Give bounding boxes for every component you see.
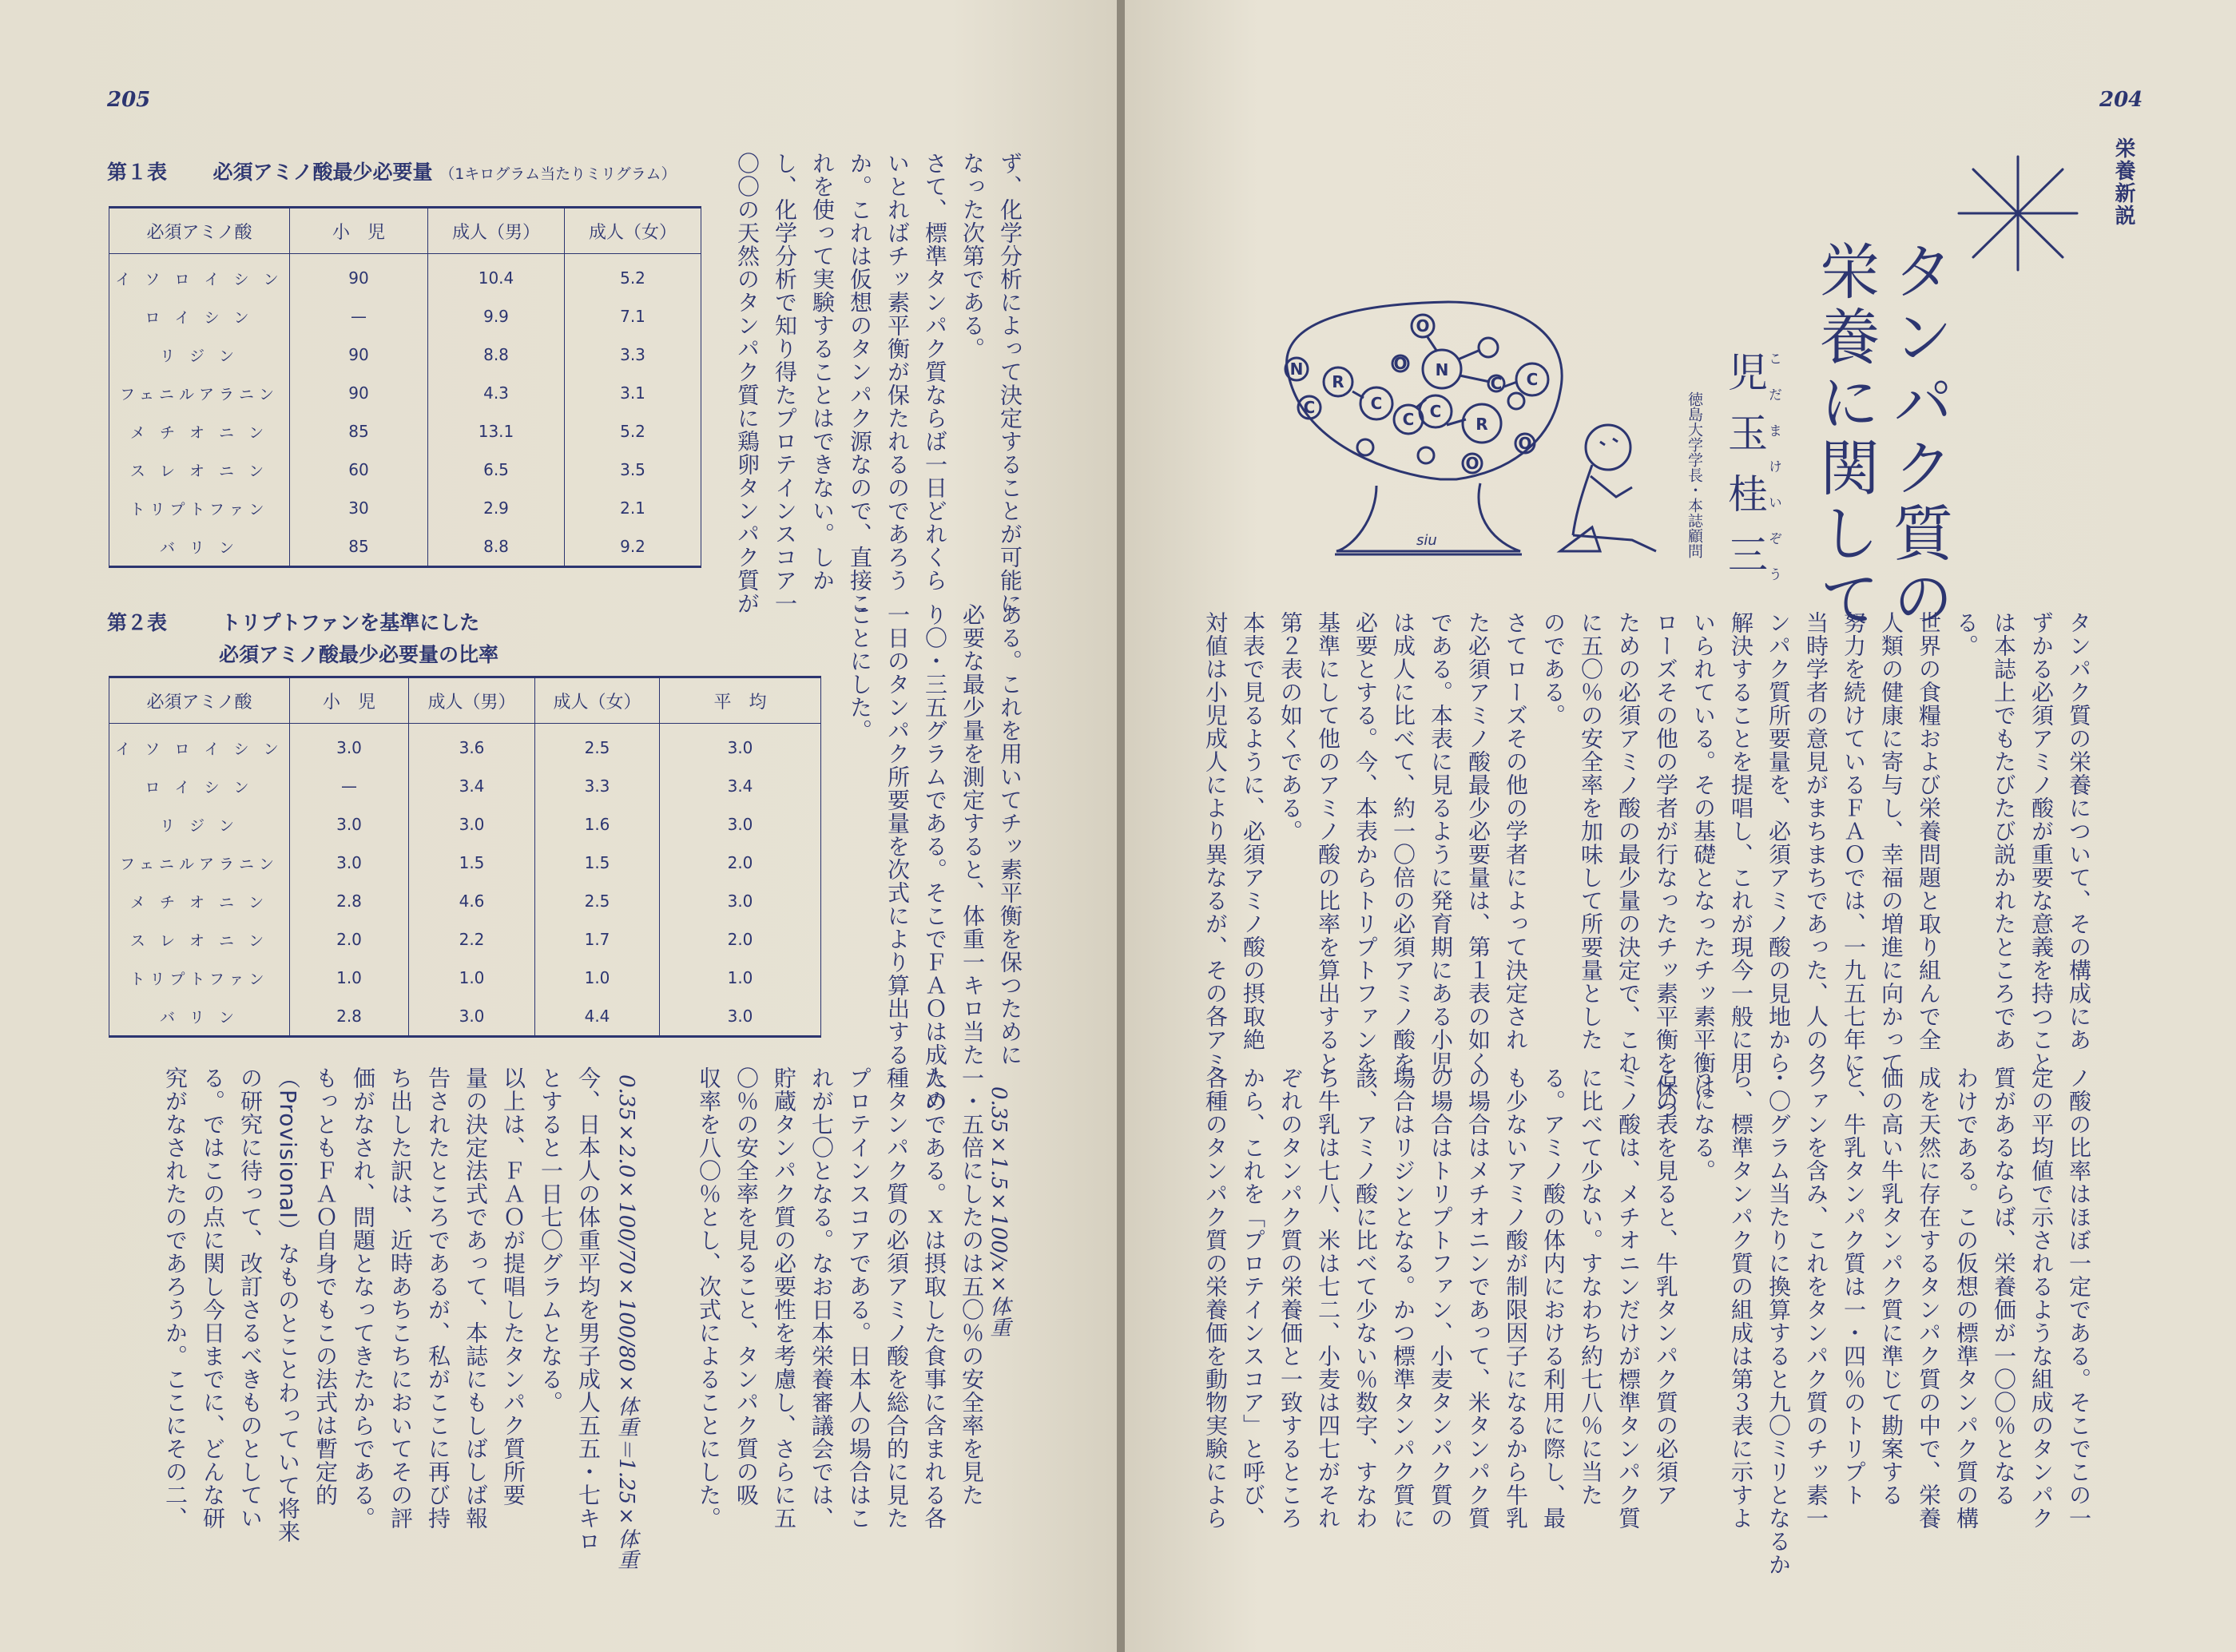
table2-value-cell: 1.7 [535, 920, 660, 959]
svg-text:R: R [1475, 415, 1488, 434]
text-line: である。本表に見るように発育期にある小児 [1428, 611, 1454, 1074]
svg-text:C: C [1490, 374, 1503, 393]
svg-text:C: C [1429, 402, 1442, 421]
author-name: 児玉桂三 [1722, 351, 1768, 594]
table1-value-cell: 6.5 [428, 451, 565, 489]
text-line: のである。 [1540, 611, 1567, 727]
text-line: 必要な最少量を測定すると、体重一キロ当た [959, 603, 986, 1066]
author-affiliation: 徳島大学学長・本誌顧問 [1686, 391, 1703, 558]
table1-amino-acid-cell: フェニルアラニン [119, 385, 280, 403]
text-line: と、牛乳タンパク質は一・四％のトリプト [1841, 1066, 1867, 1507]
table1-label: 第１表 [107, 161, 168, 184]
right-body-text-lower [1202, 1066, 2098, 1576]
table2-value-cell: 3.4 [660, 767, 821, 805]
table2-value-cell: 2.0 [290, 920, 409, 959]
table2-amino-acid-cell: フェニルアラニン [119, 855, 280, 873]
table1-value-cell: 3.5 [565, 451, 701, 489]
svg-text:C: C [1370, 394, 1383, 413]
text-line: さてローズその他の学者によって決定され [1503, 611, 1529, 1051]
left-body-text-lower-a [655, 1066, 991, 1530]
left-body-text-upper [709, 152, 1029, 615]
table1-amino-acid-cell: バ リ ン [159, 538, 240, 557]
table2-value-cell: 1.0 [535, 959, 660, 997]
table2-value-cell: 2.0 [660, 844, 821, 882]
text-line: ことにした。 [847, 603, 873, 742]
table2-value-cell: 2.2 [409, 920, 535, 959]
text-line: の場合はメチオニンであって、米タンパク質 [1465, 1066, 1491, 1530]
text-line: うになる。 [1690, 1066, 1717, 1182]
table2-value-cell: 3.4 [409, 767, 535, 805]
text-line: 一日のタンパク所要量を次式により算出する [884, 603, 911, 1066]
left-body-text-lower-b [120, 1066, 607, 1553]
svg-text:R: R [1332, 372, 1344, 391]
table2-col-header: 小 児 [290, 677, 409, 724]
table2-value-cell: 3.0 [660, 882, 821, 920]
table2-value-cell: — [290, 767, 409, 805]
text-line: 本表で見るように、必須アミノ酸の摂取絶 [1240, 611, 1266, 1051]
text-line: ち出した訳は、近時あちこちにおいてその評 [387, 1066, 414, 1530]
table2-amino-acid-cell: リ ジ ン [159, 816, 240, 835]
table2-value-cell: 1.0 [290, 959, 409, 997]
text-line: とすると一日七〇グラムとなる。 [538, 1066, 564, 1414]
table2-value-cell: 3.0 [290, 724, 409, 768]
table2-row [109, 959, 821, 997]
text-line: ・〇グラム当たりに換算すると九〇ミリとなるか [1765, 1066, 1792, 1576]
text-line: 解決することを提唱し、これが現今一般に用 [1728, 611, 1754, 1074]
text-line: ぞれのタンパク質の栄養価と一致するところ [1277, 1066, 1304, 1530]
text-line: から、これを「プロテインスコア」と呼び、 [1240, 1066, 1266, 1530]
text-line: る。ではこの点に関し今日までに、どんな研 [200, 1066, 226, 1530]
table1-value-cell: 85 [290, 527, 428, 567]
table1-row [109, 336, 701, 374]
table2-heading-line1: トリプトファンを基準にした [220, 611, 480, 634]
table2-value-cell: 3.6 [409, 724, 535, 768]
table2-amino-acid-cell: メ チ オ ニ ン [129, 893, 269, 911]
text-line: の場合はトリプトファン、小麦タンパク質の [1428, 1066, 1454, 1530]
table1-row [109, 489, 701, 527]
table2-value-cell: 2.0 [660, 920, 821, 959]
text-line: 必要とする。今、本表からトリプトファンを [1352, 611, 1379, 1074]
text-line: 基準にして他のアミノ酸の比率を算出すると [1315, 611, 1341, 1074]
text-line: は本誌上でもたびたび説かれたところであ [1991, 611, 2017, 1051]
text-line: 場合はリジンとなる。かつ標準タンパク質に [1390, 1066, 1416, 1530]
table2-amino-acid-cell: トリプトファン [129, 970, 269, 988]
table2-heading-line2: 必須アミノ酸最少必要量の比率 [219, 643, 499, 666]
table2-col-header: 必須アミノ酸 [109, 677, 290, 724]
text-line: いられている。その基礎となったチッ素平衡は [1690, 611, 1717, 1098]
table1-amino-acid-cell: トリプトファン [129, 500, 269, 518]
table1-heading: 必須アミノ酸最少必要量 [212, 161, 433, 184]
svg-text:C: C [1526, 370, 1539, 389]
table2-value-cell: 3.0 [660, 805, 821, 844]
table2-value-cell: 1.5 [535, 844, 660, 882]
text-line: 貯蔵タンパク質の必要性を考慮し、さらに五 [771, 1066, 797, 1530]
table1-value-cell: 90 [290, 254, 428, 298]
page-number-left: 205 [107, 88, 151, 112]
table1-col-header: 成人（女） [565, 208, 701, 254]
text-line: 人類の健康に寄与し、幸福の増進に向かって [1878, 611, 1904, 1074]
table1-value-cell: 13.1 [428, 412, 565, 451]
text-line: もっともＦＡＯ自身でもこの法式は暫定的 [312, 1066, 339, 1507]
text-line: （Provisional）なものとことわっていて将来 [275, 1066, 301, 1543]
table1-value-cell: 3.3 [565, 336, 701, 374]
table1-unit-note: （1キログラム当たりミリグラム） [439, 165, 677, 183]
table1-col-header: 成人（男） [428, 208, 565, 254]
table2-value-cell: 3.3 [535, 767, 660, 805]
text-line: か。これは仮想のタンパク源なので、直接こ [847, 152, 873, 615]
table2-value-cell: 2.8 [290, 997, 409, 1037]
table2-body [109, 724, 821, 1037]
text-line: 世界の食糧および栄養問題と取り組んで全 [1916, 611, 1942, 1051]
series-label: 栄養新説 [2111, 137, 2135, 227]
text-line: 該、アミノ酸に比べて少ない％数字、すなわ [1352, 1066, 1379, 1530]
text-line: 究がなされたのであろうか。ここにその二、 [162, 1066, 189, 1530]
table1-row [109, 451, 701, 489]
formula-fao: 0.35×1.5×100/x×体重 [987, 1086, 1011, 1338]
author-furigana: こだまけいぞう [1765, 351, 1781, 603]
text-line: タンパク質の栄養について、その構成にあ [2066, 611, 2092, 1051]
svg-text:N: N [1435, 360, 1449, 379]
illustration-signature: siu [1416, 532, 1437, 549]
table1-amino-acid-cell: ロ イ シ ン [145, 308, 254, 327]
text-line: なった次第である。 [959, 152, 986, 360]
svg-text:O: O [1416, 316, 1430, 336]
text-line: る。アミノ酸の体内における利用に際し、最 [1540, 1066, 1567, 1530]
asterisk-ornament-icon [1956, 153, 2080, 273]
text-line: 価の高い牛乳タンパク質に準じて勘案する [1878, 1066, 1904, 1507]
table2-value-cell: 4.4 [535, 997, 660, 1037]
table1-value-cell: 8.8 [428, 336, 565, 374]
table2-col-header: 平 均 [660, 677, 821, 724]
text-line: た必須アミノ酸最少必要量は、第１表の如く [1465, 611, 1491, 1074]
svg-text:O: O [1393, 354, 1408, 373]
table1-header-row [109, 208, 701, 254]
table1-value-cell: 10.4 [428, 254, 565, 298]
right-body-text-upper [1202, 611, 2098, 1121]
table2-value-cell: 1.6 [535, 805, 660, 844]
text-line: ンパク質所要量を、必須アミノ酸の見地から [1765, 611, 1792, 1074]
svg-text:N: N [1289, 359, 1304, 379]
text-line: ミノ酸は、メチオニンだけが標準タンパク質 [1615, 1066, 1642, 1530]
table2-value-cell: 3.0 [290, 805, 409, 844]
text-line: ずかる必須アミノ酸が重要な意義を持つこと [2028, 611, 2055, 1074]
text-line: ための必須アミノ酸の最少量の決定で、これ [1615, 611, 1642, 1074]
text-line: 質があるならば、栄養価が一〇〇％となる [1991, 1066, 2017, 1507]
table1-value-cell: 9.9 [428, 297, 565, 336]
table2-value-cell: 2.5 [535, 882, 660, 920]
article-title-line1: タンパク質の [1883, 240, 1954, 633]
left-body-text-middle [831, 603, 1029, 1113]
text-line: 成を天然に存在するタンパク質の中で、栄養 [1916, 1066, 1942, 1530]
text-line: 告されたところであるが、私がここに再び持 [425, 1066, 451, 1530]
text-line: の研究に待って、改訂さるべきものとしてい [237, 1066, 264, 1530]
table1-title [107, 157, 677, 185]
table2-col-header: 成人（男） [409, 677, 535, 724]
table2-label: 第２表 [107, 611, 168, 634]
text-line: 収率を八〇％とし、次式によることにした。 [696, 1066, 722, 1530]
text-line: 種タンパク質の必須アミノ酸を総合的に見た [884, 1066, 910, 1530]
table1-col-header: 必須アミノ酸 [109, 208, 290, 254]
text-line: も少ないアミノ酸が制限因子になるから牛乳 [1503, 1066, 1529, 1530]
table2-amino-acid-cell: ス レ オ ニ ン [129, 931, 269, 950]
text-line: し、化学分析で知り得たプロテインスコア一 [772, 152, 798, 615]
table1-value-cell: 2.9 [428, 489, 565, 527]
table1-body [109, 254, 701, 567]
table1-col-header: 小 児 [290, 208, 428, 254]
table2-row [109, 767, 821, 805]
table2 [109, 676, 821, 1038]
article-title-line2: 栄養に関して [1809, 240, 1881, 633]
text-line: 一・五倍にしたのは五〇％の安全率を見た [959, 1066, 985, 1507]
table1-value-cell: 2.1 [565, 489, 701, 527]
text-line: さて、標準タンパク質ならば一日どれくら [922, 152, 948, 592]
table2-header-row [109, 677, 821, 724]
table1-value-cell: 90 [290, 374, 428, 412]
table1-value-cell: 4.3 [428, 374, 565, 412]
text-line: ファンを含み、これをタンパク質のチッ素一 [1803, 1066, 1829, 1530]
table2-value-cell: 1.0 [660, 959, 821, 997]
text-line: に五〇％の安全率を加味して所要量とした [1578, 611, 1604, 1051]
table2-value-cell: 3.0 [409, 997, 535, 1037]
table2-row [109, 920, 821, 959]
table1-value-cell: 90 [290, 336, 428, 374]
table1 [109, 206, 701, 568]
text-line: ず、化学分析によって決定することが可能に [997, 152, 1023, 615]
svg-text:C: C [1303, 398, 1316, 417]
text-line: ら、標準タンパク質の組成は第３表に示すよ [1728, 1066, 1754, 1530]
table2-amino-acid-cell: バ リ ン [159, 1008, 240, 1027]
table2-amino-acid-cell: イ ソ ロ イ シ ン [115, 740, 284, 758]
text-line: は成人に比べて、約一〇倍の必須アミノ酸を [1390, 611, 1416, 1074]
table2-value-cell: 3.0 [660, 997, 821, 1037]
table2-value-cell: 1.0 [409, 959, 535, 997]
table1-value-cell: 5.2 [565, 254, 701, 298]
table1-value-cell: 30 [290, 489, 428, 527]
text-line: プロテインスコアである。日本人の場合はこ [846, 1066, 872, 1530]
table1-value-cell: 8.8 [428, 527, 565, 567]
table2-row [109, 724, 821, 768]
table1-amino-acid-cell: メ チ オ ニ ン [129, 423, 269, 442]
text-line: れを使って実験することはできない。しか [809, 152, 836, 592]
table1-row [109, 297, 701, 336]
table2-value-cell: 2.5 [535, 724, 660, 768]
svg-text:O: O [1465, 454, 1479, 473]
article-title [1808, 240, 1955, 633]
text-line: 当時学者の意見がまちまちであった、人のタ [1803, 611, 1829, 1074]
table1-amino-acid-cell: リ ジ ン [159, 347, 240, 365]
table1-row [109, 412, 701, 451]
text-line: 第２表の如くである。 [1277, 611, 1304, 843]
text-line: ある。これを用いてチッ素平衡を保つために [997, 603, 1023, 1066]
table1-value-cell: 7.1 [565, 297, 701, 336]
text-line: 以上は、ＦＡＯが提唱したタンパク質所要 [500, 1066, 526, 1507]
table2-value-cell: 3.0 [290, 844, 409, 882]
table1-value-cell: 85 [290, 412, 428, 451]
table1-row [109, 527, 701, 567]
text-line: 対値は小児成人により異なるが、その各アミ [1202, 611, 1229, 1074]
text-line: わけである。この仮想の標準タンパク質の構 [1953, 1066, 1980, 1530]
table2-value-cell: 3.0 [660, 724, 821, 768]
text-line: 量の決定法式であって、本誌にもしばしば報 [463, 1066, 489, 1530]
text-line: ローズその他の学者が行なったチッ素平衡を保つ [1653, 611, 1679, 1121]
svg-text:C: C [1402, 410, 1415, 429]
table1-value-cell: 5.2 [565, 412, 701, 451]
table2-row [109, 844, 821, 882]
table1-value-cell: 60 [290, 451, 428, 489]
text-line: り〇・三五グラムである。そこでＦＡＯは成人の [922, 603, 948, 1113]
table2-value-cell: 1.5 [409, 844, 535, 882]
text-line: 定の平均値で示されるような組成のタンパク [2028, 1066, 2055, 1530]
table2-value-cell: 4.6 [409, 882, 535, 920]
table2-row [109, 997, 821, 1037]
table1-amino-acid-cell: ス レ オ ニ ン [129, 462, 269, 480]
table2-value-cell: 3.0 [409, 805, 535, 844]
text-line: 努力を続けているＦＡＯでは、一九五七年に [1841, 611, 1867, 1074]
text-line: 今、日本人の体重平均を男子成人五五・七キロ [575, 1066, 602, 1553]
text-line: ノ酸の比率はほぼ一定である。そこでこの一 [2066, 1066, 2092, 1530]
table2-title [107, 607, 479, 636]
table1-row [109, 374, 701, 412]
table1-value-cell: 9.2 [565, 527, 701, 567]
text-line: ち牛乳は七八、米は七二、小麦は四七がそれ [1315, 1066, 1341, 1530]
table1-row [109, 254, 701, 298]
table2-value-cell: 2.8 [290, 882, 409, 920]
text-line: に比べて少ない。すなわち約七八％に当た [1578, 1066, 1604, 1507]
text-line: ためである。ｘは摂取した食事に含まれる各 [921, 1066, 947, 1530]
right-page [1125, 0, 2236, 1652]
page-number-right: 204 [2099, 88, 2143, 112]
text-line: る。 [1953, 611, 1980, 657]
table1-value-cell: 3.1 [565, 374, 701, 412]
table2-row [109, 882, 821, 920]
table2-amino-acid-cell: ロ イ シ ン [145, 778, 254, 796]
molecule-bowl-illustration-icon [1257, 288, 1688, 559]
table2-row [109, 805, 821, 844]
table1-value-cell: — [290, 297, 428, 336]
text-line: この表を見ると、牛乳タンパク質の必須ア [1653, 1066, 1679, 1507]
text-line: いとればチッ素平衡が保たれるのであろう [884, 152, 911, 592]
table1-amino-acid-cell: イ ソ ロ イ シ ン [115, 270, 284, 288]
svg-text:O: O [1518, 434, 1532, 453]
text-line: 各種のタンパク質の栄養価を動物実験によら [1202, 1066, 1229, 1530]
table2-col-header: 成人（女） [535, 677, 660, 724]
text-line: 価がなされ、問題となってきたからである。 [350, 1066, 376, 1530]
formula-japan: 0.35×2.0×100/70×100/80×体重＝1.25×体重 [614, 1074, 638, 1571]
text-line: 〇〇の天然のタンパク質に鶏卵タンパク質が [734, 152, 761, 615]
text-line: 〇％の安全率を見ること、タンパク質の吸 [733, 1066, 760, 1507]
text-line: れが七〇となる。なお日本栄養審議会では、 [808, 1066, 835, 1530]
